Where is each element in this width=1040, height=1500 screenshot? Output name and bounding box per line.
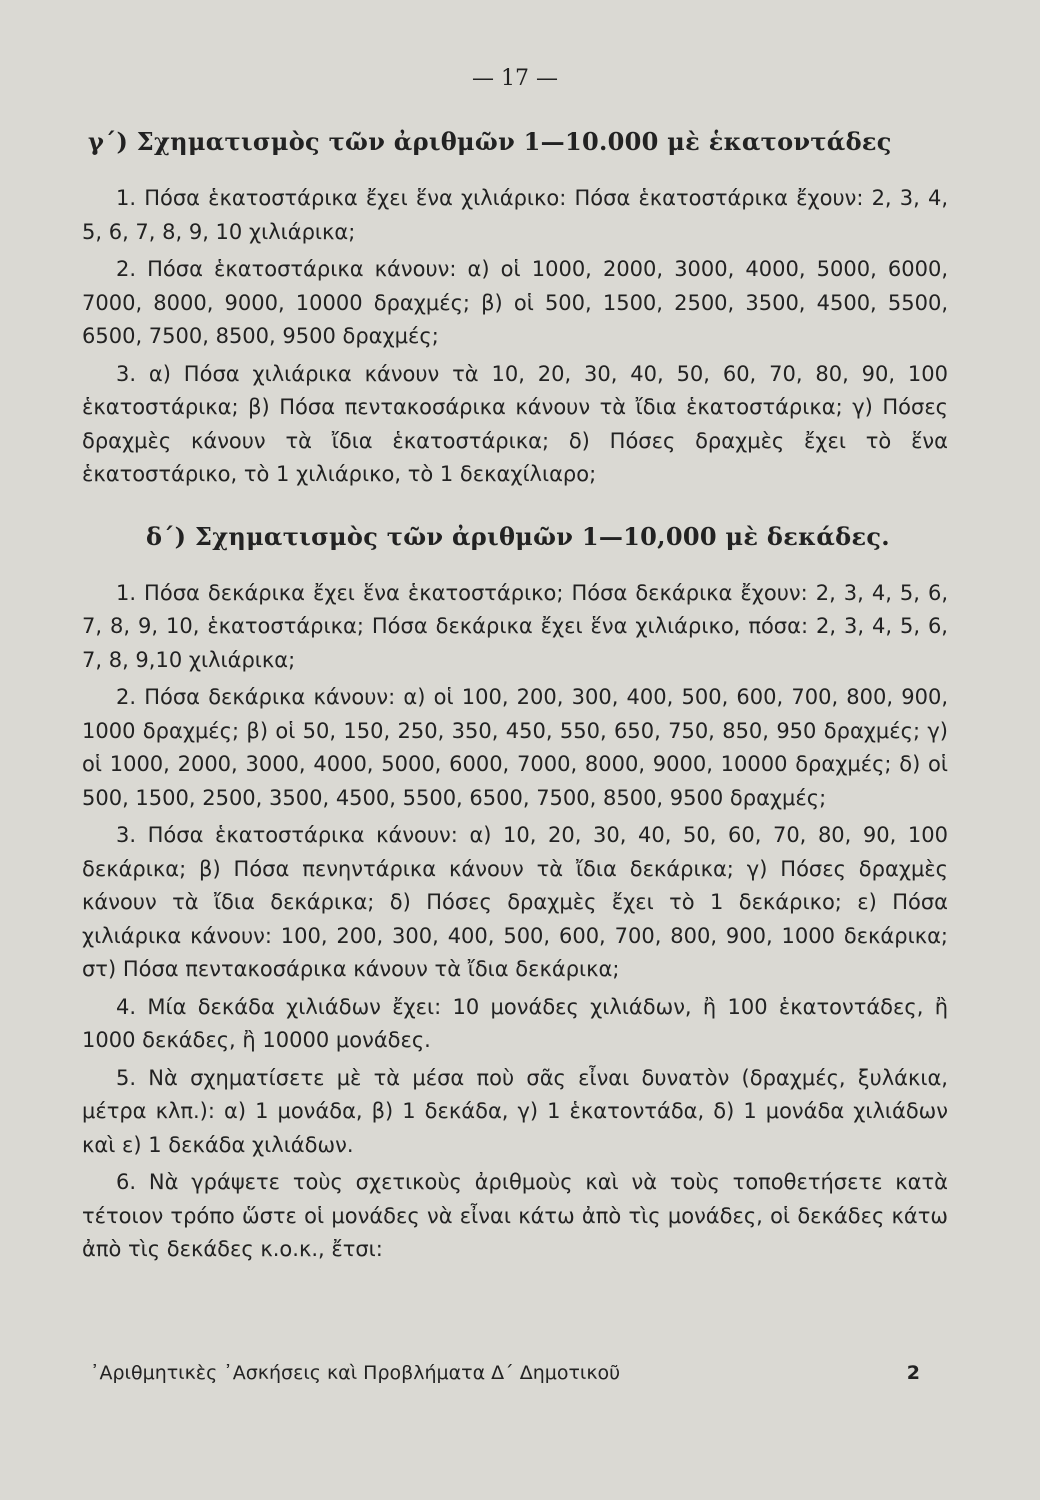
page-footer [82, 1362, 948, 1384]
section-d-item-5: 5. Νὰ σχηματίσετε μὲ τὰ μέσα ποὺ σᾶς εἶναι δυνατὸν (δραχμές, ξυλάκια, μέτρα κλπ.): α) 1 μονάδα, β) 1 δεκάδα, γ) 1 ἑκατοντάδα, δ) 1 μονάδα χιλιάδων καὶ ε) 1 δεκάδα χιλιάδων. [82, 1065, 948, 1157]
section-c-item-1: 1. Πόσα ἑκατοστάρικα ἔχει ἕνα χιλιάρικο: Πόσα ἑκατοστάρικα ἔχουν: 2, 3, 4, 5, 6, 7, 8, 9, 10 χιλιάρικα; [82, 186, 948, 244]
section-c-item-3: 3. α) Πόσα χιλιάρικα κάνουν τὰ 10, 20, 30, 40, 50, 60, 70, 80, 90, 100 ἑκατοστάρικα; β) Πόσα πεντακοσάρικα κάνουν τὰ ἴδια ἑκατοστάρικα; γ) Πόσες δραχμὲς κάνουν τὰ ἴδια ἑκατοστάρικα; δ) Πόσες δραχμὲς ἔχει τὸ ἕνα ἑκατοστάρικο, τὸ 1 χιλιάρικο, τὸ 1 δεκαχίλιαρο; [82, 361, 948, 486]
section-d-item-6: 6. Νὰ γράψετε τοὺς σχετικοὺς ἀριθμοὺς καὶ νὰ τοὺς τοποθετήσετε κατὰ τέτοιον τρόπο ὥστε οἱ μονάδες νὰ εἶναι κάτω ἀπὸ τὶς μονάδες, οἱ δεκάδες κάτω ἀπὸ τὶς δεκάδες κ.ο.κ., ἔτσι: [82, 1170, 948, 1261]
section-c-item-2: 2. Πόσα ἑκατοστάρικα κάνουν: α) οἱ 1000, 2000, 3000, 4000, 5000, 6000, 7000, 8000, 9000, 10000 δραχμές; β) οἱ 500, 1500, 2500, 3500, 4500, 5500, 6500, 7500, 8500, 9500 δραχμές; [82, 257, 948, 348]
page-number: — 17 — [472, 66, 558, 91]
footer-signature: 2 [906, 1362, 920, 1384]
section-d-title: δ΄) Σχηματισμὸς τῶν ἀριθμῶν 1—10,000 μὲ δεκάδες. [146, 521, 890, 551]
section-d-item-1: 1. Πόσα δεκάρικα ἔχει ἕνα ἑκατοστάρικο; Πόσα δεκάρικα ἔχουν: 2, 3, 4, 5, 6, 7, 8, 9, 10, ἑκατοστάρικα; Πόσα δεκάρικα ἔχει ἕνα χιλιάρικο, πόσα: 2, 3, 4, 5, 6, 7, 8, 9,10 χιλιάρικα; [82, 580, 948, 672]
section-d-item-3: 3. Πόσα ἑκατοστάρικα κάνουν: α) 10, 20, 30, 40, 50, 60, 70, 80, 90, 100 δεκάρικα; β) Πόσα πενηντάρικα κάνουν τὰ ἴδια δεκάρικα; γ) Πόσες δραχμὲς κάνουν τὰ ἴδια δεκάρικα; δ) Πόσες δραχμὲς ἔχει τὸ 1 δεκάρικο; ε) Πόσα χιλιάρικα κάνουν: 100, 200, 300, 400, 500, 600, 700, 800, 900, 1000 δεκάρικα; στ) Πόσα πεντακοσάρικα κάνουν τὰ ἴδια δεκάρικα; [82, 823, 948, 981]
section-d-item-2: 2. Πόσα δεκάρικα κάνουν: α) οἱ 100, 200, 300, 400, 500, 600, 700, 800, 900, 1000 δραχμές; β) οἱ 50, 150, 250, 350, 450, 550, 650, 750, 850, 950 δραχμές; γ) οἱ 1000, 2000, 3000, 4000, 5000, 6000, 7000, 8000, 9000, 10000 δραχμές; δ) οἱ 500, 1500, 2500, 3500, 4500, 5500, 6500, 7500, 8500, 9500 δραχμές; [82, 685, 948, 810]
section-c-title: γ΄) Σχηματισμὸς τῶν ἀριθμῶν 1—10.000 μὲ ἑκατοντάδες [88, 127, 892, 156]
section-d-item-4: 4. Μία δεκάδα χιλιάδων ἔχει: 10 μονάδες χιλιάδων, ἢ 100 ἑκατοντάδες, ἢ 1000 δεκάδες, ἢ 10000 μονάδες. [82, 994, 948, 1052]
footer-book-title: ᾽Αριθμητικὲς ᾽Ασκήσεις καὶ Προβλήματα Δ΄ Δημοτικοῦ [90, 1362, 621, 1384]
